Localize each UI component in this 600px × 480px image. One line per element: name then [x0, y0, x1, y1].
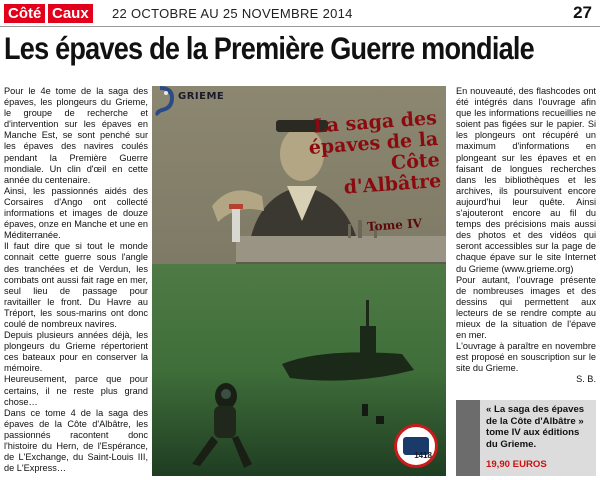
page-number: 27 [573, 3, 592, 22]
paragraph: Pour autant, l'ouvrage présente de nombreuses images et des dessins qui permettent aux lecteurs de se rendre compte au mieux de la situation de l'épave en mer. [456, 274, 596, 341]
book-cover-image [152, 86, 446, 476]
body-column-right [456, 86, 596, 386]
paragraph: Dans ce tome 4 de la saga des épaves de la Côte d'Albâtre, les passionnés racontent donc l'histoire du Hern, de l'Espérance, de L'Exchange, du Saint-Louis III, de L'Express… [4, 407, 148, 474]
paragraph: Pour le 4e tome de la saga des épaves, les plongeurs du Grieme, le groupe de recherche et d'intervention sur les épaves en Manche Est, se sont penché sur les épaves des navires coulés pendant la Première Guerre mondiale. Un clin d'œil en cette année du centenaire. [4, 86, 148, 185]
issue-date: 22 OCTOBRE AU 25 NOVEMBRE 2014 [112, 6, 353, 21]
body-column-left [4, 86, 148, 474]
article-headline: Les épaves de la Première Guerre mondiale [4, 30, 534, 66]
paragraph: Ainsi, les passionnés aidés des Corsaires d'Ango ont collecté informations et images de douze épaves, onze en Manche et une en Méditerranée. [4, 185, 148, 241]
paragraph: Heureusement, parce que pour certains, il ne reste plus grand chose… [4, 374, 148, 407]
seahorse-logo-icon [152, 86, 178, 116]
info-bar-accent [456, 400, 480, 476]
paragraph: Depuis plusieurs années déjà, les plongeurs du Grieme répertorient ces bateaux pour en conserver la mémoire. [4, 330, 148, 374]
book-info-text: « La saga des épaves de la Côte d'Albâtre » tome IV aux éditions du Grieme. [486, 404, 585, 450]
badge-year: 1418 [414, 451, 432, 460]
book-price: 19,90 EUROS [486, 459, 547, 470]
cover-volume: Tome IV [366, 216, 423, 234]
cover-title: La saga des épaves de la Côte d'Albâtre [308, 107, 442, 199]
paragraph: Il faut dire que si tout le monde connait cette guerre sous l'angle des tranchées et de Verdun, les combats ont aussi fait rage en mer, seul lieu de passage pour ravitailler le front. Du Havre au Tréport, les sous-marins ont donc coulé de nombreux navires. [4, 241, 148, 329]
masthead [0, 0, 600, 27]
paragraph: En nouveauté, des flashcodes ont été intégrés dans l'ouvrage afin que les informations recueillies ne soient pas figées sur le papier. Si les plongeurs ont récupéré un maximum d'informations en plongeant sur les épaves et en faisant de longues recherches dans les bibliothèques et les archives, ils poursuivent encore aujourd'hui leur quête. Ainsi s'ajouteront encore au fil du temps des précisions mais aussi des photos et des vidéos qui seront accessibles sur la page de chaque épave sur le site Internet du Grieme (www.grieme.org) [456, 86, 596, 274]
lighthouse [232, 208, 240, 242]
logo-cote: Côté [4, 4, 45, 23]
centenary-badge [394, 424, 438, 468]
paragraph: L'ouvrage à paraître en novembre est proposé en souscription sur le site du Grieme. [456, 341, 596, 374]
harbour-fort [236, 236, 446, 266]
book-info-box [456, 400, 596, 476]
author-signature: S. B. [576, 374, 596, 385]
brand-name: GRIEME [178, 91, 225, 102]
logo-caux: Caux [48, 4, 93, 23]
